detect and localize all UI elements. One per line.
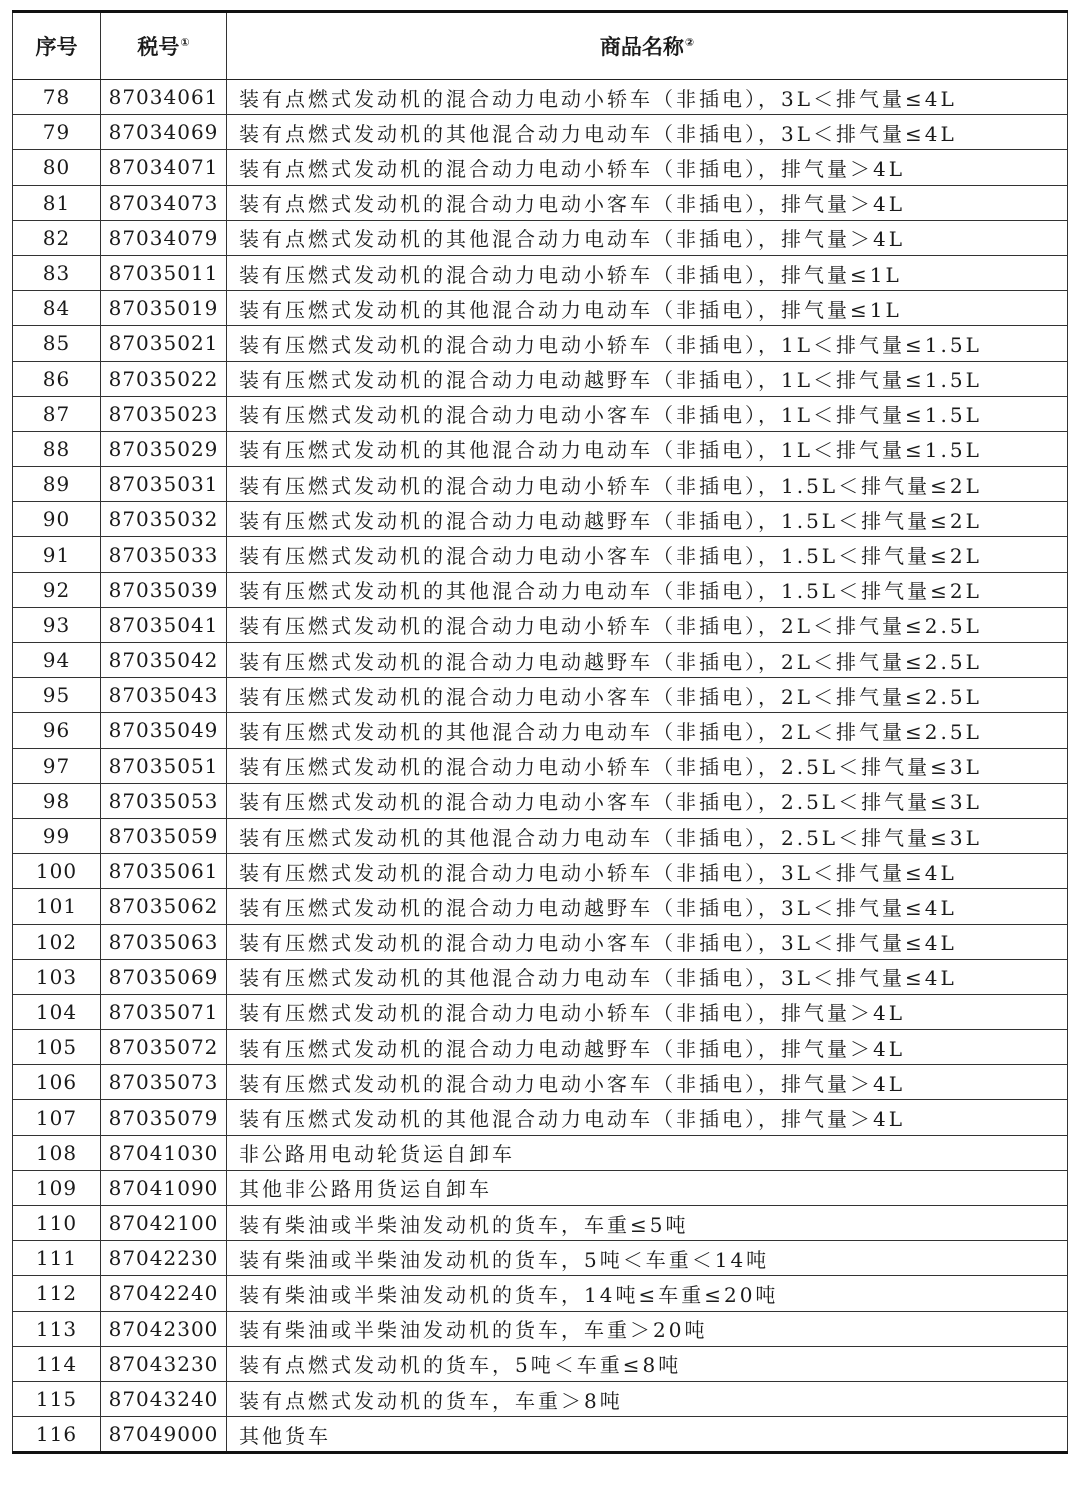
cell-seq: 86: [13, 361, 101, 396]
cell-name: 装有柴油或半柴油发动机的货车，车重≤5吨: [227, 1206, 1068, 1241]
cell-code: 87035021: [101, 326, 227, 361]
table-row: [13, 1170, 1068, 1205]
cell-seq: 95: [13, 678, 101, 713]
cell-name: 装有点燃式发动机的混合动力电动小轿车（非插电），排气量＞4L: [227, 150, 1068, 185]
cell-seq: 81: [13, 185, 101, 220]
cell-code: 87035043: [101, 678, 227, 713]
cell-seq: 89: [13, 467, 101, 502]
cell-name: 装有压燃式发动机的混合动力电动小轿车（非插电），3L＜排气量≤4L: [227, 854, 1068, 889]
header-row: [13, 12, 1068, 80]
cell-seq: 96: [13, 713, 101, 748]
header-seq-label: 序号: [35, 35, 78, 59]
table-row: [13, 854, 1068, 889]
cell-code: 87035042: [101, 643, 227, 678]
cell-name: 装有点燃式发动机的其他混合动力电动车（非插电），排气量＞4L: [227, 220, 1068, 255]
cell-seq: 116: [13, 1417, 101, 1453]
cell-seq: 91: [13, 537, 101, 572]
cell-seq: 90: [13, 502, 101, 537]
cell-name: 装有柴油或半柴油发动机的货车，5吨＜车重＜14吨: [227, 1241, 1068, 1276]
header-code-label: 税号: [137, 35, 180, 59]
cell-name: 装有压燃式发动机的混合动力电动小客车（非插电），1L＜排气量≤1.5L: [227, 396, 1068, 431]
cell-code: 87034073: [101, 185, 227, 220]
cell-name: 装有压燃式发动机的其他混合动力电动车（非插电），排气量＞4L: [227, 1100, 1068, 1135]
cell-seq: 110: [13, 1206, 101, 1241]
cell-name: 装有压燃式发动机的混合动力电动越野车（非插电），2L＜排气量≤2.5L: [227, 643, 1068, 678]
cell-name: 装有压燃式发动机的混合动力电动小轿车（非插电），2L＜排气量≤2.5L: [227, 607, 1068, 642]
cell-code: 87035071: [101, 994, 227, 1029]
cell-seq: 93: [13, 607, 101, 642]
cell-code: 87035033: [101, 537, 227, 572]
table-row: [13, 1030, 1068, 1065]
cell-seq: 102: [13, 924, 101, 959]
cell-seq: 98: [13, 783, 101, 818]
cell-name: 其他货车: [227, 1417, 1068, 1453]
cell-code: 87035062: [101, 889, 227, 924]
table-row: [13, 115, 1068, 150]
cell-name: 装有压燃式发动机的混合动力电动小轿车（非插电），2.5L＜排气量≤3L: [227, 748, 1068, 783]
table-row: [13, 1206, 1068, 1241]
table-row: [13, 396, 1068, 431]
table-row: [13, 1276, 1068, 1311]
header-code-footnote-mark: ①: [180, 36, 190, 49]
cell-seq: 84: [13, 291, 101, 326]
table-row: [13, 748, 1068, 783]
cell-code: 87035022: [101, 361, 227, 396]
cell-seq: 82: [13, 220, 101, 255]
cell-name: 装有压燃式发动机的混合动力电动越野车（非插电），1.5L＜排气量≤2L: [227, 502, 1068, 537]
table-row: [13, 924, 1068, 959]
cell-code: 87043240: [101, 1381, 227, 1416]
cell-code: 87034079: [101, 220, 227, 255]
table-row: [13, 818, 1068, 853]
table-row: [13, 220, 1068, 255]
cell-name: 装有点燃式发动机的混合动力电动小轿车（非插电），3L＜排气量≤4L: [227, 80, 1068, 115]
cell-seq: 111: [13, 1241, 101, 1276]
cell-seq: 92: [13, 572, 101, 607]
cell-seq: 99: [13, 818, 101, 853]
cell-name: 装有点燃式发动机的货车，车重＞8吨: [227, 1381, 1068, 1416]
table-row: [13, 1346, 1068, 1381]
cell-name: 装有压燃式发动机的其他混合动力电动车（非插电），2L＜排气量≤2.5L: [227, 713, 1068, 748]
table-row: [13, 713, 1068, 748]
table-row: [13, 607, 1068, 642]
cell-name: 非公路用电动轮货运自卸车: [227, 1135, 1068, 1170]
cell-code: 87034071: [101, 150, 227, 185]
cell-code: 87042300: [101, 1311, 227, 1346]
cell-seq: 83: [13, 255, 101, 290]
cell-name: 装有压燃式发动机的混合动力电动小客车（非插电），2.5L＜排气量≤3L: [227, 783, 1068, 818]
cell-code: 87035073: [101, 1065, 227, 1100]
cell-code: 87042230: [101, 1241, 227, 1276]
table-row: [13, 1381, 1068, 1416]
table-row: [13, 150, 1068, 185]
cell-name: 装有压燃式发动机的混合动力电动小轿车（非插电），排气量≤1L: [227, 255, 1068, 290]
cell-code: 87035063: [101, 924, 227, 959]
cell-code: 87034061: [101, 80, 227, 115]
cell-code: 87035031: [101, 467, 227, 502]
cell-code: 87035039: [101, 572, 227, 607]
cell-seq: 101: [13, 889, 101, 924]
header-code: [101, 12, 227, 80]
cell-seq: 109: [13, 1170, 101, 1205]
cell-seq: 79: [13, 115, 101, 150]
cell-seq: 78: [13, 80, 101, 115]
cell-seq: 103: [13, 959, 101, 994]
cell-seq: 85: [13, 326, 101, 361]
cell-code: 87035019: [101, 291, 227, 326]
table-header: [13, 12, 1068, 80]
cell-code: 87043230: [101, 1346, 227, 1381]
table-row: [13, 678, 1068, 713]
cell-code: 87034069: [101, 115, 227, 150]
table-row: [13, 643, 1068, 678]
table-row: [13, 1311, 1068, 1346]
cell-name: 装有压燃式发动机的其他混合动力电动车（非插电），排气量≤1L: [227, 291, 1068, 326]
cell-seq: 100: [13, 854, 101, 889]
cell-seq: 97: [13, 748, 101, 783]
cell-name: 装有压燃式发动机的混合动力电动越野车（非插电），排气量＞4L: [227, 1030, 1068, 1065]
table-row: [13, 1417, 1068, 1453]
cell-code: 87042240: [101, 1276, 227, 1311]
cell-seq: 87: [13, 396, 101, 431]
table-row: [13, 959, 1068, 994]
cell-code: 87042100: [101, 1206, 227, 1241]
cell-code: 87049000: [101, 1417, 227, 1453]
cell-seq: 108: [13, 1135, 101, 1170]
table-row: [13, 80, 1068, 115]
cell-name: 装有压燃式发动机的混合动力电动小客车（非插电），2L＜排气量≤2.5L: [227, 678, 1068, 713]
cell-name: 装有点燃式发动机的货车，5吨＜车重≤8吨: [227, 1346, 1068, 1381]
cell-name: 装有压燃式发动机的其他混合动力电动车（非插电），1L＜排气量≤1.5L: [227, 431, 1068, 466]
table-row: [13, 1100, 1068, 1135]
header-name-footnote-mark: ②: [684, 36, 695, 49]
cell-seq: 105: [13, 1030, 101, 1065]
table-row: [13, 502, 1068, 537]
cell-name: 装有压燃式发动机的混合动力电动小轿车（非插电），排气量＞4L: [227, 994, 1068, 1029]
cell-name: 装有点燃式发动机的混合动力电动小客车（非插电），排气量＞4L: [227, 185, 1068, 220]
cell-code: 87035051: [101, 748, 227, 783]
cell-name: 装有柴油或半柴油发动机的货车，车重＞20吨: [227, 1311, 1068, 1346]
table-row: [13, 255, 1068, 290]
cell-code: 87035032: [101, 502, 227, 537]
cell-name: 装有压燃式发动机的混合动力电动小客车（非插电），1.5L＜排气量≤2L: [227, 537, 1068, 572]
table-row: [13, 431, 1068, 466]
cell-seq: 107: [13, 1100, 101, 1135]
cell-code: 87035011: [101, 255, 227, 290]
cell-seq: 106: [13, 1065, 101, 1100]
cell-code: 87041030: [101, 1135, 227, 1170]
table-row: [13, 326, 1068, 361]
cell-name: 装有压燃式发动机的其他混合动力电动车（非插电），2.5L＜排气量≤3L: [227, 818, 1068, 853]
header-name-label: 商品名称: [599, 35, 684, 59]
cell-code: 87035041: [101, 607, 227, 642]
table-row: [13, 1241, 1068, 1276]
cell-code: 87035079: [101, 1100, 227, 1135]
cell-seq: 104: [13, 994, 101, 1029]
cell-seq: 94: [13, 643, 101, 678]
table-row: [13, 1065, 1068, 1100]
cell-name: 其他非公路用货运自卸车: [227, 1170, 1068, 1205]
table-row: [13, 291, 1068, 326]
cell-seq: 115: [13, 1381, 101, 1416]
table-row: [13, 994, 1068, 1029]
cell-seq: 80: [13, 150, 101, 185]
cell-name: 装有压燃式发动机的混合动力电动小轿车（非插电），1L＜排气量≤1.5L: [227, 326, 1068, 361]
cell-code: 87035061: [101, 854, 227, 889]
cell-code: 87035023: [101, 396, 227, 431]
cell-seq: 88: [13, 431, 101, 466]
header-seq: [13, 12, 101, 80]
cell-code: 87035072: [101, 1030, 227, 1065]
cell-name: 装有压燃式发动机的混合动力电动越野车（非插电），3L＜排气量≤4L: [227, 889, 1068, 924]
table-row: [13, 537, 1068, 572]
table-body: [13, 80, 1068, 1453]
cell-code: 87035059: [101, 818, 227, 853]
cell-seq: 112: [13, 1276, 101, 1311]
cell-code: 87035029: [101, 431, 227, 466]
table-row: [13, 185, 1068, 220]
cell-name: 装有点燃式发动机的其他混合动力电动车（非插电），3L＜排气量≤4L: [227, 115, 1068, 150]
cell-name: 装有压燃式发动机的其他混合动力电动车（非插电），1.5L＜排气量≤2L: [227, 572, 1068, 607]
cell-code: 87035053: [101, 783, 227, 818]
table-row: [13, 889, 1068, 924]
table-row: [13, 1135, 1068, 1170]
cell-name: 装有压燃式发动机的混合动力电动越野车（非插电），1L＜排气量≤1.5L: [227, 361, 1068, 396]
cell-code: 87035069: [101, 959, 227, 994]
table-row: [13, 467, 1068, 502]
cell-code: 87041090: [101, 1170, 227, 1205]
cell-name: 装有压燃式发动机的其他混合动力电动车（非插电），3L＜排气量≤4L: [227, 959, 1068, 994]
tariff-table: [12, 10, 1068, 1454]
cell-name: 装有柴油或半柴油发动机的货车，14吨≤车重≤20吨: [227, 1276, 1068, 1311]
cell-name: 装有压燃式发动机的混合动力电动小轿车（非插电），1.5L＜排气量≤2L: [227, 467, 1068, 502]
table-row: [13, 783, 1068, 818]
header-name: [227, 12, 1068, 80]
table-row: [13, 572, 1068, 607]
cell-seq: 114: [13, 1346, 101, 1381]
cell-name: 装有压燃式发动机的混合动力电动小客车（非插电），排气量＞4L: [227, 1065, 1068, 1100]
cell-code: 87035049: [101, 713, 227, 748]
cell-seq: 113: [13, 1311, 101, 1346]
cell-name: 装有压燃式发动机的混合动力电动小客车（非插电），3L＜排气量≤4L: [227, 924, 1068, 959]
table-row: [13, 361, 1068, 396]
